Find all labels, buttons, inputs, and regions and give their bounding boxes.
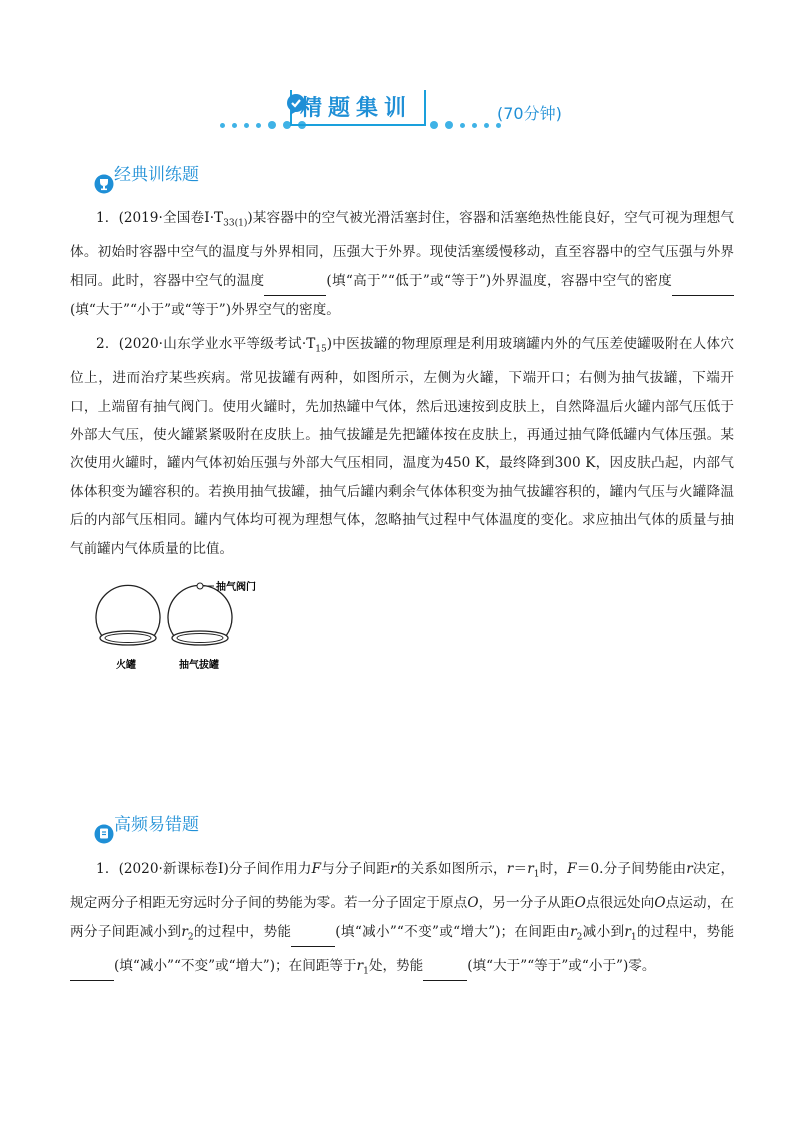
question-text: 减小到	[582, 923, 625, 940]
math-var: r	[181, 923, 188, 940]
question-text: 的关系如图所示，	[396, 861, 507, 877]
answer-blank[interactable]	[672, 267, 734, 296]
source-close: )	[247, 210, 253, 226]
math-sub: 2	[576, 932, 583, 943]
math-var: F	[567, 861, 577, 877]
math-var: F	[311, 861, 322, 877]
math-sub: 1	[630, 932, 637, 943]
question-text: 某容器中的空气被光滑活塞封住，容器和活塞绝热性能良好，空气可视为理想气体。初始时容器中空气的温度与外界相同，压强大于外界。现使活塞缓慢移动，直至容器中的空气压强与外界相同。此时，容器中空气的温度	[70, 210, 734, 289]
source-subscript: 33(1)	[223, 218, 248, 229]
answer-blank[interactable]	[423, 952, 467, 981]
question-text: (填“高于”“低于”或“等于”)外界温度，容器中空气的密度	[326, 272, 673, 289]
math-var: r	[527, 861, 534, 877]
question-text: (填“大于”“小于”或“等于”)外界空气的密度。	[70, 301, 340, 318]
fire-cup-label: 火罐	[116, 660, 136, 671]
answer-blank[interactable]	[291, 918, 335, 947]
math-op: ＝	[513, 861, 528, 877]
question-text: ＝0.分子间势能由	[576, 861, 687, 877]
suction-cup-label: 抽气拔罐	[179, 660, 219, 671]
answer-blank[interactable]	[264, 267, 326, 296]
question-text: 的过程中，势能	[193, 923, 292, 940]
banner-title: 精题集训	[300, 96, 413, 121]
question-text: 点运动，在两分子间距减小到	[70, 895, 735, 940]
math-var: r	[390, 861, 397, 877]
question-number: 1．	[96, 861, 119, 877]
trophy-icon	[94, 174, 114, 194]
question-source: (2019·全国卷Ⅰ·T	[118, 210, 224, 226]
math-var: r	[356, 957, 364, 974]
question-text: 中医拔罐的物理原理是利用玻璃罐内外的气压差使罐吸附在人体穴位上，进而治疗某些疾病。常见拔罐有两种，如图所示，左侧为火罐，下端开口；右侧为抽气拔罐，下端开口，上端留有抽气阀门。使用火罐时，先加热罐中气体，然后迅速按到皮肤上，自然降温后火罐内部气压低于外部大气压，使火罐紧紧吸附在皮肤上。抽气拔罐是先把罐体按在皮肤上，再通过抽气降低罐内气体压强。某次使用火罐时，罐内气体初始压强与外部大气压相同，温度为450 K，最终降到300 K，因皮肤凸起，内部气体体积变为罐容积的。若换用抽气拔罐，抽气后罐内剩余气体体积变为抽气拔罐容积的，罐内气压与火罐降温后的内部气压相同。罐内气体均可视为理想气体，忽略抽气过程中气体温度的变化。求应抽出气体的质量与抽气前罐内气体质量的比值。	[70, 336, 734, 557]
question-text: ，另一分子从距	[478, 895, 575, 912]
math-var: O	[654, 895, 666, 912]
question-text: 分子间作用力	[228, 861, 312, 877]
answer-blank[interactable]	[70, 952, 114, 981]
question-source: (2020·山东学业水平等级考试·T	[118, 336, 316, 352]
question-number: 2．	[96, 336, 119, 352]
question-text: 决定，规定两分子相距无穷远时分子间的势能为零。若一分子固定于原点	[70, 861, 735, 912]
math-var: O	[467, 895, 479, 912]
section-title: 经典训练题	[114, 165, 199, 185]
question-3	[70, 855, 734, 986]
math-sub: 1	[363, 966, 369, 977]
question-number: 1．	[96, 210, 119, 226]
banner-dots-right	[430, 121, 501, 129]
warning-doc-icon	[94, 824, 114, 844]
fire-cup-diagram	[96, 585, 160, 645]
math-var: O	[574, 895, 586, 912]
question-text: (填“减小”“不变”或“增大”)；在间距等于	[114, 957, 357, 974]
question-source: (2020·新课标卷Ⅰ)	[118, 861, 229, 877]
math-var: r	[624, 923, 631, 940]
valve-label: 抽气阀门	[216, 582, 256, 593]
cupping-figure	[92, 578, 282, 674]
question-2	[70, 330, 734, 563]
section-title: 高频易错题	[114, 815, 199, 835]
question-text: 时，	[539, 861, 568, 877]
math-var: r	[686, 861, 693, 877]
question-text: 与分子间距	[321, 861, 391, 877]
question-1	[70, 204, 734, 324]
question-text: (填“减小”“不变”或“增大”)；在间距由	[335, 923, 571, 940]
math-sub: 1	[533, 869, 540, 880]
source-close: )	[326, 336, 333, 352]
time-limit: (70分钟)	[497, 104, 562, 123]
math-var: r	[570, 923, 577, 940]
question-text: 点很远处向	[585, 895, 655, 912]
question-text: (填“大于”“等于”或“小于”)零。	[467, 957, 656, 974]
math-var: r	[506, 861, 514, 877]
question-text: 的过程中，势能	[636, 923, 735, 940]
source-subscript: 15	[315, 344, 327, 355]
question-text: 处，势能	[368, 957, 424, 974]
math-sub: 2	[187, 932, 194, 943]
